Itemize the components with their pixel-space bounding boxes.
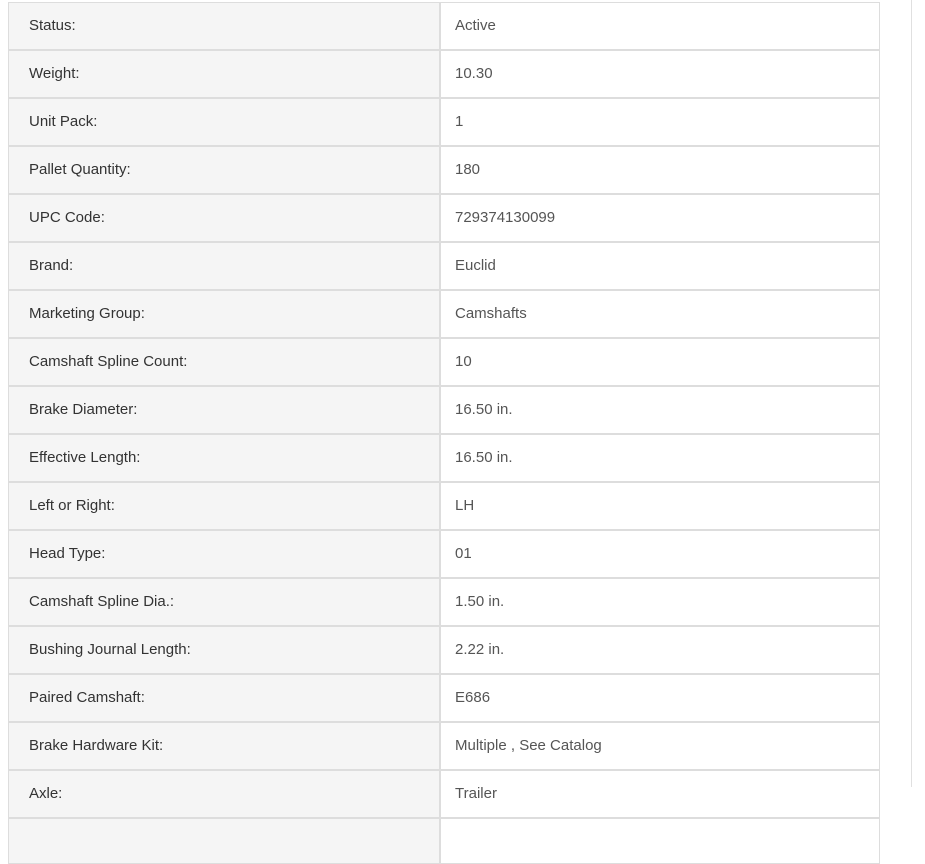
spec-value: Camshafts: [440, 290, 880, 338]
spec-value: Trailer: [440, 770, 880, 818]
spec-value: 16.50 in.: [440, 434, 880, 482]
spec-value: 1: [440, 98, 880, 146]
spec-label: Brand:: [8, 242, 440, 290]
spec-label: Left or Right:: [8, 482, 440, 530]
spec-label: Weight:: [8, 50, 440, 98]
spec-label: Paired Camshaft:: [8, 674, 440, 722]
table-row: [8, 146, 880, 194]
spec-label: Pallet Quantity:: [8, 146, 440, 194]
spec-label: [8, 818, 440, 864]
spec-label: Brake Hardware Kit:: [8, 722, 440, 770]
spec-value: E686: [440, 674, 880, 722]
table-row-partial: [8, 818, 880, 864]
spec-label: Axle:: [8, 770, 440, 818]
spec-label: UPC Code:: [8, 194, 440, 242]
table-row: [8, 290, 880, 338]
spec-label: Unit Pack:: [8, 98, 440, 146]
table-row: [8, 98, 880, 146]
table-row: [8, 770, 880, 818]
table-row: [8, 722, 880, 770]
table-row: [8, 2, 880, 50]
page-edge-divider: [911, 0, 912, 787]
table-row: [8, 482, 880, 530]
table-row: [8, 626, 880, 674]
spec-label: Marketing Group:: [8, 290, 440, 338]
table-row: [8, 242, 880, 290]
spec-label: Brake Diameter:: [8, 386, 440, 434]
spec-value: LH: [440, 482, 880, 530]
table-row: [8, 50, 880, 98]
spec-value: Multiple , See Catalog: [440, 722, 880, 770]
spec-value: 1.50 in.: [440, 578, 880, 626]
product-spec-table: [8, 2, 880, 864]
table-row: [8, 674, 880, 722]
table-row: [8, 578, 880, 626]
spec-label: Head Type:: [8, 530, 440, 578]
spec-value: 729374130099: [440, 194, 880, 242]
spec-label: Status:: [8, 2, 440, 50]
spec-value: 180: [440, 146, 880, 194]
spec-value: Active: [440, 2, 880, 50]
spec-value: 10.30: [440, 50, 880, 98]
table-row: [8, 530, 880, 578]
table-row: [8, 434, 880, 482]
spec-value: 01: [440, 530, 880, 578]
table-row: [8, 338, 880, 386]
spec-value: 2.22 in.: [440, 626, 880, 674]
spec-value: 16.50 in.: [440, 386, 880, 434]
table-row: [8, 194, 880, 242]
table-row: [8, 386, 880, 434]
spec-label: Camshaft Spline Dia.:: [8, 578, 440, 626]
spec-value: Euclid: [440, 242, 880, 290]
spec-label: Bushing Journal Length:: [8, 626, 440, 674]
spec-value: [440, 818, 880, 864]
spec-label: Effective Length:: [8, 434, 440, 482]
spec-label: Camshaft Spline Count:: [8, 338, 440, 386]
spec-value: 10: [440, 338, 880, 386]
